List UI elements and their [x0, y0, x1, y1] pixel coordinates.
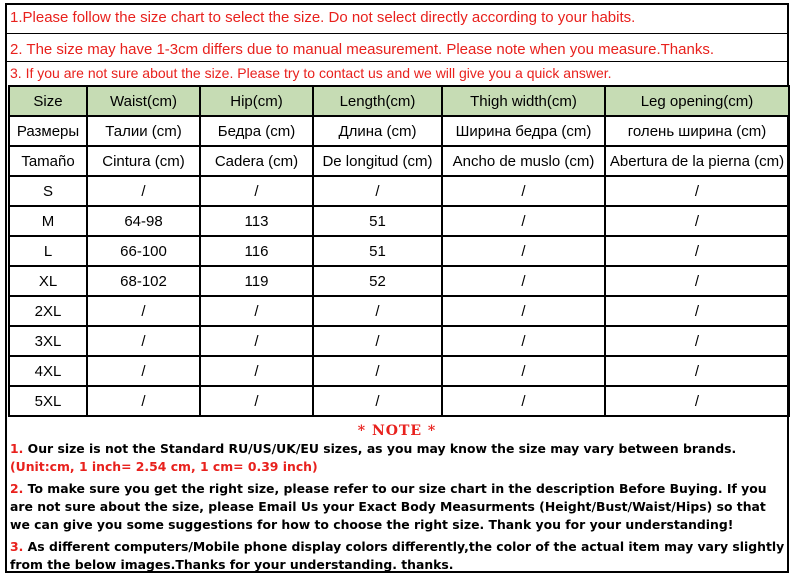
table-cell: / [605, 296, 789, 326]
table-cell: / [442, 296, 605, 326]
note-unit: (Unit:cm, 1 inch= 2.54 cm, 1 cm= 0.39 inch) [10, 459, 318, 474]
table-cell: / [87, 386, 200, 416]
table-cell: / [200, 386, 313, 416]
table-cell: 66-100 [87, 236, 200, 266]
table-cell: S [9, 176, 87, 206]
table-cell: 52 [313, 266, 442, 296]
table-cell: / [442, 356, 605, 386]
header-cell: голень ширина (cm) [605, 116, 789, 146]
table-cell: / [313, 386, 442, 416]
table-cell: L [9, 236, 87, 266]
table-cell: 64-98 [87, 206, 200, 236]
header-cell: Hip(cm) [200, 86, 313, 116]
table-cell: / [442, 206, 605, 236]
header-cell: De longitud (cm) [313, 146, 442, 176]
header-cell: Cadera (cm) [200, 146, 313, 176]
note-text: As different computers/Mobile phone display colors differently,the color of the actual item may vary slightly from the below images.Thanks for your understanding. thanks. [10, 539, 785, 572]
header-cell: Талии (cm) [87, 116, 200, 146]
header-cell: Length(cm) [313, 86, 442, 116]
header-cell: Size [9, 86, 87, 116]
header-cell: Размеры [9, 116, 87, 146]
table-row [9, 386, 789, 416]
table-row [9, 326, 789, 356]
table-cell: / [442, 176, 605, 206]
header-cell: Cintura (cm) [87, 146, 200, 176]
header-cell: Abertura de la pierna (cm) [605, 146, 789, 176]
note-number: 1. [10, 441, 24, 456]
table-cell: 3XL [9, 326, 87, 356]
table-cell: / [313, 326, 442, 356]
size-chart-frame [5, 3, 789, 573]
table-cell: 2XL [9, 296, 87, 326]
header-row [9, 86, 789, 116]
table-cell: / [605, 326, 789, 356]
note-text: To make sure you get the right size, please refer to our size chart in the description Before Buying. If you are not sure about the size, please Email Us your Exact Body Measurments (Height/Bust/Waist/Hips) so that we can give you some suggestions for how to choose the right size. Thank you for your understanding! [10, 481, 767, 532]
table-cell: / [200, 356, 313, 386]
table-row [9, 206, 789, 236]
header-cell: Бедра (cm) [200, 116, 313, 146]
table-cell: / [442, 386, 605, 416]
table-cell: 119 [200, 266, 313, 296]
note-number: 3. [10, 539, 24, 554]
table-row [9, 296, 789, 326]
divider [7, 33, 787, 34]
note-1 [7, 440, 787, 458]
header-cell: Длина (cm) [313, 116, 442, 146]
table-cell: / [605, 176, 789, 206]
table-cell: / [200, 176, 313, 206]
table-cell: / [200, 326, 313, 356]
table-cell: / [87, 176, 200, 206]
note-3 [7, 538, 787, 574]
divider [7, 61, 787, 62]
table-cell: / [87, 356, 200, 386]
table-cell: / [313, 176, 442, 206]
table-cell: / [313, 296, 442, 326]
table-cell: 5XL [9, 386, 87, 416]
table-cell: / [605, 266, 789, 296]
header-cell: Ancho de muslo (cm) [442, 146, 605, 176]
table-cell: / [200, 296, 313, 326]
table-cell: 113 [200, 206, 313, 236]
header-cell: Waist(cm) [87, 86, 200, 116]
table-row [9, 266, 789, 296]
table-cell: / [442, 266, 605, 296]
table-cell: / [605, 206, 789, 236]
note-2 [7, 480, 787, 534]
table-cell: 4XL [9, 356, 87, 386]
instruction-line-2: 2. The size may have 1-3cm differs due to manual measurement. Please note when you measure.Thanks. [10, 41, 714, 58]
table-cell: 116 [200, 236, 313, 266]
header-cell: Leg opening(cm) [605, 86, 789, 116]
table-cell: 68-102 [87, 266, 200, 296]
table-cell: / [605, 356, 789, 386]
table-cell: 51 [313, 236, 442, 266]
table-cell: / [605, 236, 789, 266]
table-cell: XL [9, 266, 87, 296]
header-row-spanish [9, 146, 789, 176]
table-cell: / [87, 296, 200, 326]
note-number: 2. [10, 481, 24, 496]
table-cell: / [442, 326, 605, 356]
header-row-russian [9, 116, 789, 146]
table-row [9, 236, 789, 266]
header-cell: Tamaño [9, 146, 87, 176]
table-cell: / [605, 386, 789, 416]
table-cell: / [87, 326, 200, 356]
table-cell: 51 [313, 206, 442, 236]
note-text: Our size is not the Standard RU/US/UK/EU sizes, as you may know the size may vary between brands. [27, 441, 737, 456]
table-cell: / [313, 356, 442, 386]
table-row [9, 356, 789, 386]
table-cell: M [9, 206, 87, 236]
header-cell: Thigh width(cm) [442, 86, 605, 116]
instruction-line-1: 1.Please follow the size chart to select the size. Do not select directly according to your habits. [10, 9, 636, 26]
instruction-line-3: 3. If you are not sure about the size. Please try to contact us and we will give you a quick answer. [10, 65, 612, 81]
size-table [8, 85, 790, 417]
notes-section [7, 418, 787, 574]
header-cell: Ширина бедра (cm) [442, 116, 605, 146]
note-title: * NOTE * [357, 423, 437, 439]
table-cell: / [442, 236, 605, 266]
table-row [9, 176, 789, 206]
